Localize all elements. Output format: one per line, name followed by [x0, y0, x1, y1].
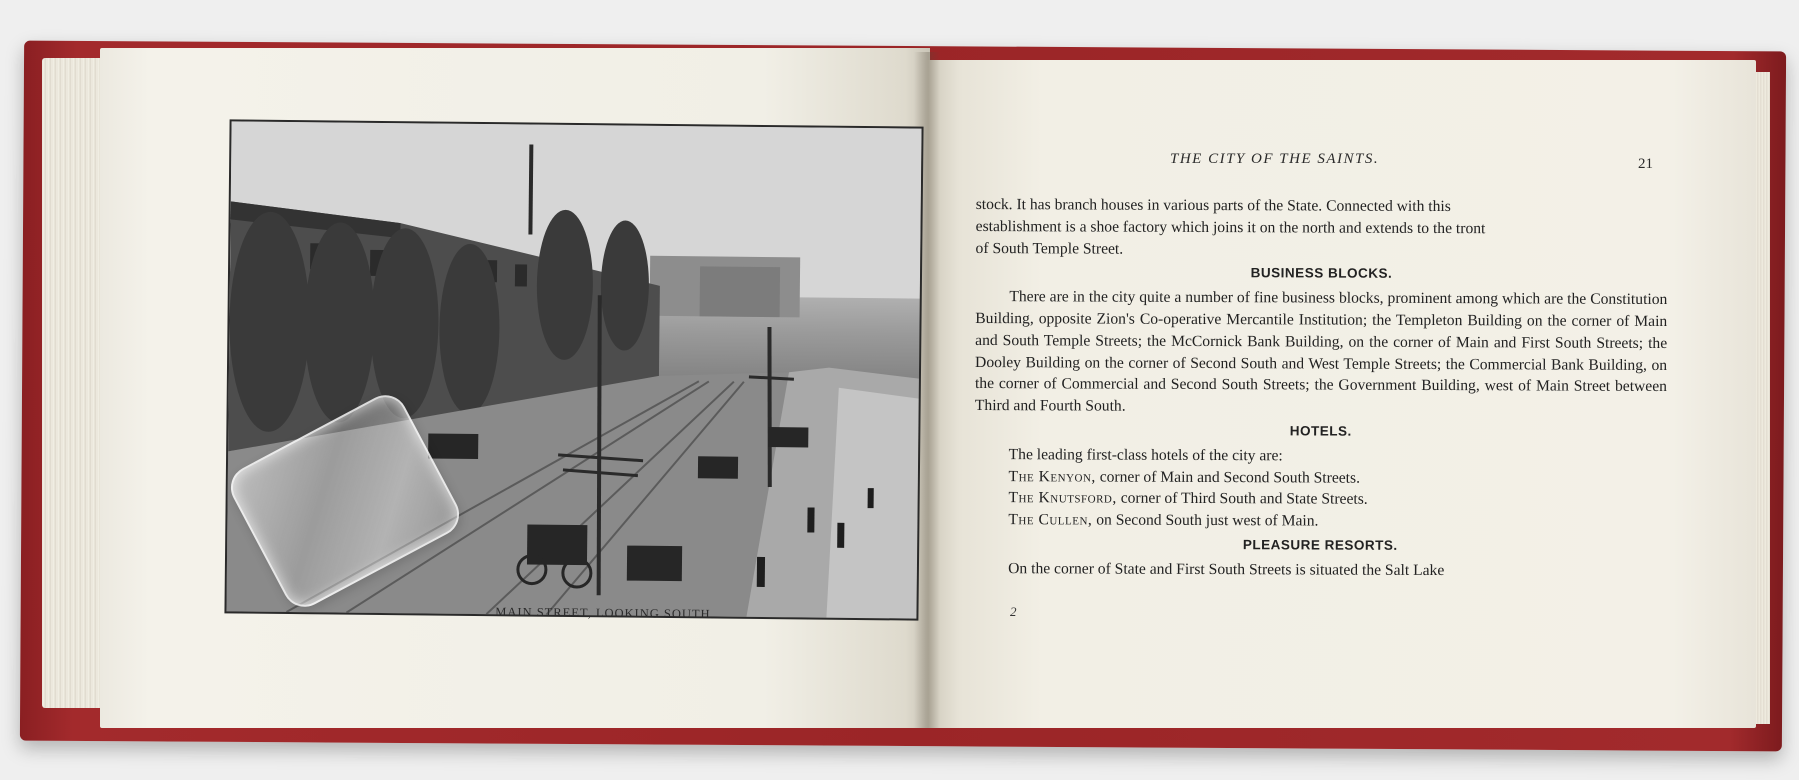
hotels-intro: The leading first-class hotels of the city are:	[1008, 445, 1283, 465]
running-head: THE CITY OF THE SAINTS.	[1170, 151, 1380, 167]
hotel-item	[974, 509, 1666, 534]
hotel-item	[974, 487, 1666, 512]
resorts-paragraph: On the corner of State and First South Streets is situated the Salt Lake	[1008, 559, 1445, 579]
section-heading-business: BUSINESS BLOCKS.	[1250, 265, 1393, 282]
hotel-name: The Cullen,	[1008, 511, 1093, 529]
text-line: stock. It has branch houses in various parts of the State. Connected with this	[975, 195, 1451, 216]
hotel-name: The Kenyon,	[1008, 467, 1096, 486]
page-text	[974, 150, 1668, 583]
signature-mark: 2	[1010, 604, 1017, 619]
hotel-desc: on Second South just west of Main.	[1092, 511, 1319, 530]
hotel-item	[975, 466, 1667, 491]
hotel-desc: corner of Third South and State Streets.	[1116, 489, 1368, 509]
section-heading-resorts: PLEASURE RESORTS.	[1242, 537, 1398, 553]
photo-caption: MAIN STREET, LOOKING SOUTH.	[495, 604, 715, 622]
hotel-name: The Knutsford,	[1008, 489, 1117, 507]
hotel-desc: corner of Main and Second South Streets.	[1095, 468, 1361, 487]
business-paragraph: There are in the city quite a number of fine business blocks, prominent among which are the Constitution Building, opposite Zion's Co-operative Mercantile Institution; the Templeton Building on the corner of Main and South Temple Streets; the McCornick Bank Building, on the corner of Main and First South Streets; the Dooley Building on the corner of Second South and West Temple Streets; the Commercial Bank Building, on the corner of Commercial and Second South Streets; the Government Building, west of Main Street between Third and Fourth South.	[974, 288, 1668, 415]
section-heading-hotels: HOTELS.	[1289, 423, 1352, 439]
text-line: establishment is a shoe factory which joins it on the north and extends to the tront	[975, 217, 1486, 238]
text-line: of South Temple Street.	[975, 239, 1124, 258]
page-number: 21	[1638, 156, 1653, 172]
